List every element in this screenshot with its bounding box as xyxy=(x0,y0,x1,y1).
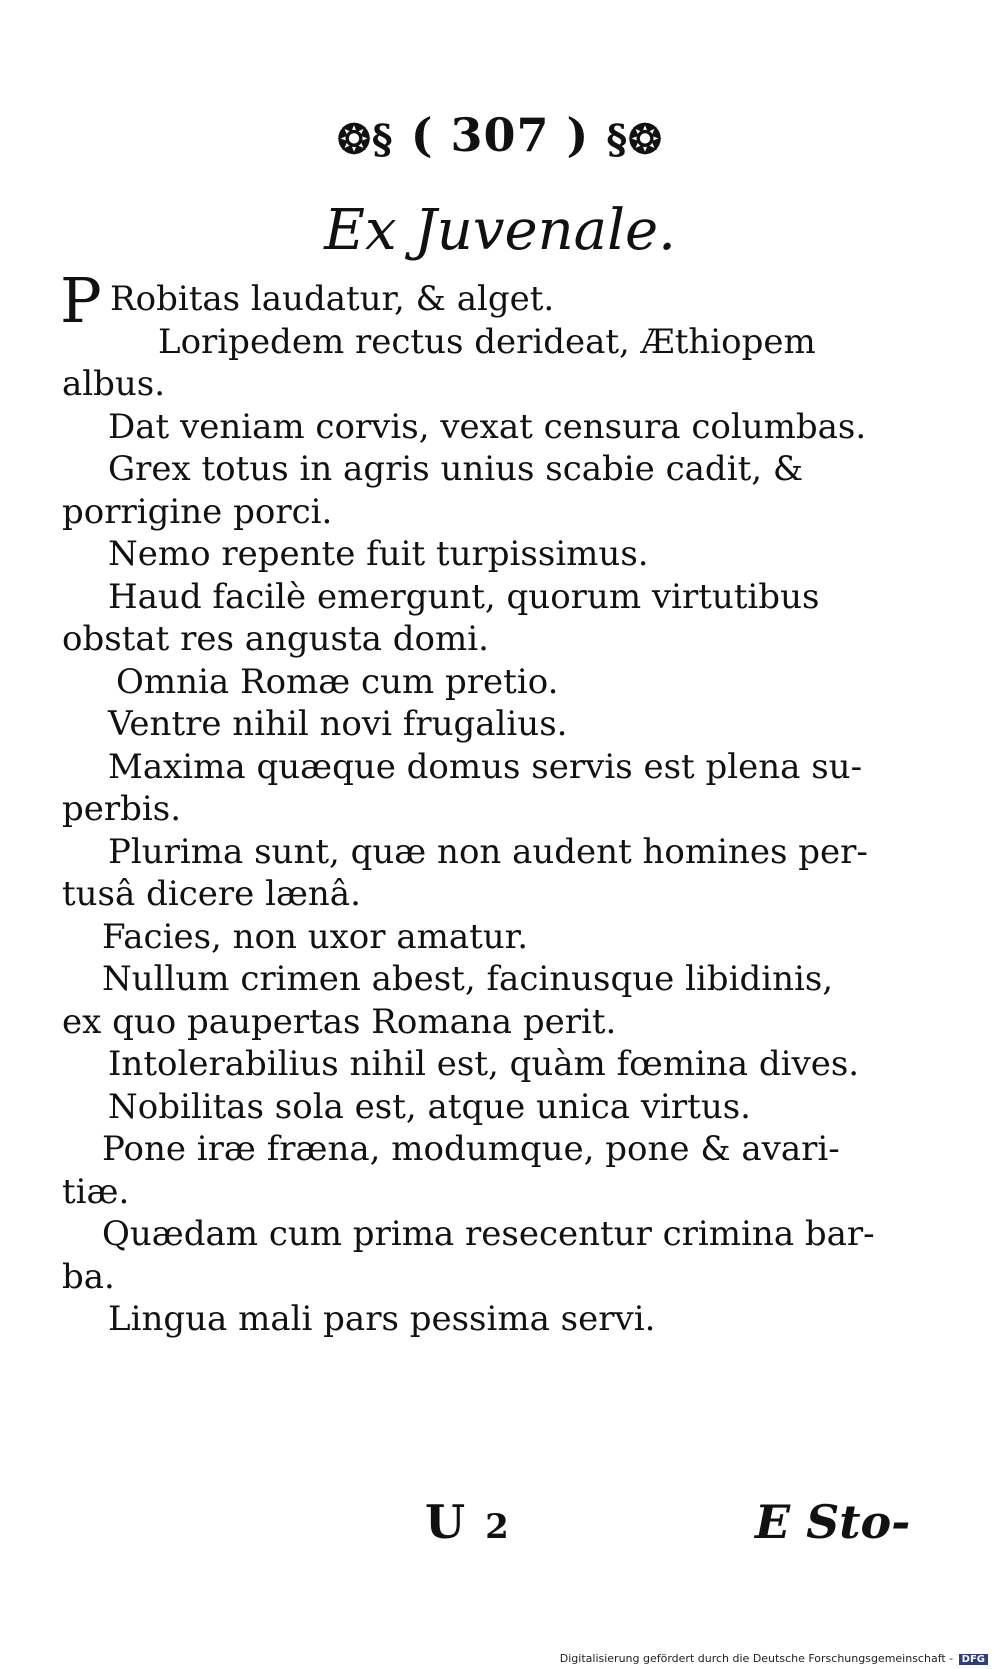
signature-number: 2 xyxy=(485,1507,509,1547)
ornament-left-icon: ❂§ xyxy=(337,115,394,163)
text-line: Pone iræ fræna, modumque, pone & avari- xyxy=(102,1129,840,1169)
text-line: Intolerabilius nihil est, quàm fœmina dives. xyxy=(108,1044,860,1084)
footer-text: Digitalisierung gefördert durch die Deutsche Forschungsgemeinschaft - xyxy=(559,1652,954,1665)
signature-mark xyxy=(425,1495,509,1549)
text-line: Quædam cum prima resecentur crimina bar- xyxy=(102,1214,875,1254)
text-line: Nemo repente fuit turpissimus. xyxy=(108,534,649,574)
text-line: Haud facilè emergunt, quorum virtutibus xyxy=(108,576,820,617)
text-line: Robitas laudatur, & alget. xyxy=(110,279,555,319)
text-line: Dat veniam corvis, vexat censura columbas. xyxy=(108,406,867,447)
text-line: ex quo paupertas Romana perit. xyxy=(62,1001,617,1042)
text-line: perbis. xyxy=(62,789,182,829)
text-line: Plurima sunt, quæ non audent homines per- xyxy=(108,831,868,872)
section-title: Ex Juvenale. xyxy=(324,198,676,263)
page-number: ( 307 ) xyxy=(410,108,590,162)
text-line: Nobilitas sola est, atque unica virtus. xyxy=(108,1086,751,1127)
text-line: Nullum crimen abest, facinusque libidinis, xyxy=(102,959,834,999)
text-line: ba. xyxy=(62,1256,115,1297)
text-line: porrigine porci. xyxy=(62,491,333,532)
text-line: Loripedem rectus derideat, Æthiopem xyxy=(158,321,816,362)
text-line: Lingua mali pars pessima servi. xyxy=(108,1299,656,1339)
text-line: Omnia Romæ cum pretio. xyxy=(116,661,559,702)
text-line: Maxima quæque domus servis est plena su- xyxy=(108,746,863,787)
ornament-right-icon: §❂ xyxy=(606,115,663,163)
text-line: Grex totus in agris unius scabie cadit, & xyxy=(108,449,804,489)
text-line: albus. xyxy=(62,364,166,404)
digitization-footer xyxy=(560,1652,988,1665)
page-header xyxy=(0,108,1000,163)
signature-letter: U xyxy=(425,1495,466,1549)
text-line: Ventre nihil novi frugalius. xyxy=(108,704,568,744)
drop-cap: P xyxy=(60,264,102,337)
text-line: tusâ dicere lænâ. xyxy=(62,874,361,914)
dfg-logo: DFG xyxy=(959,1654,988,1665)
text-line: obstat res angusta domi. xyxy=(62,619,489,659)
catchword: E Sto- xyxy=(755,1495,911,1549)
text-line: tiæ. xyxy=(62,1171,130,1212)
text-line: Facies, non uxor amatur. xyxy=(102,916,528,957)
